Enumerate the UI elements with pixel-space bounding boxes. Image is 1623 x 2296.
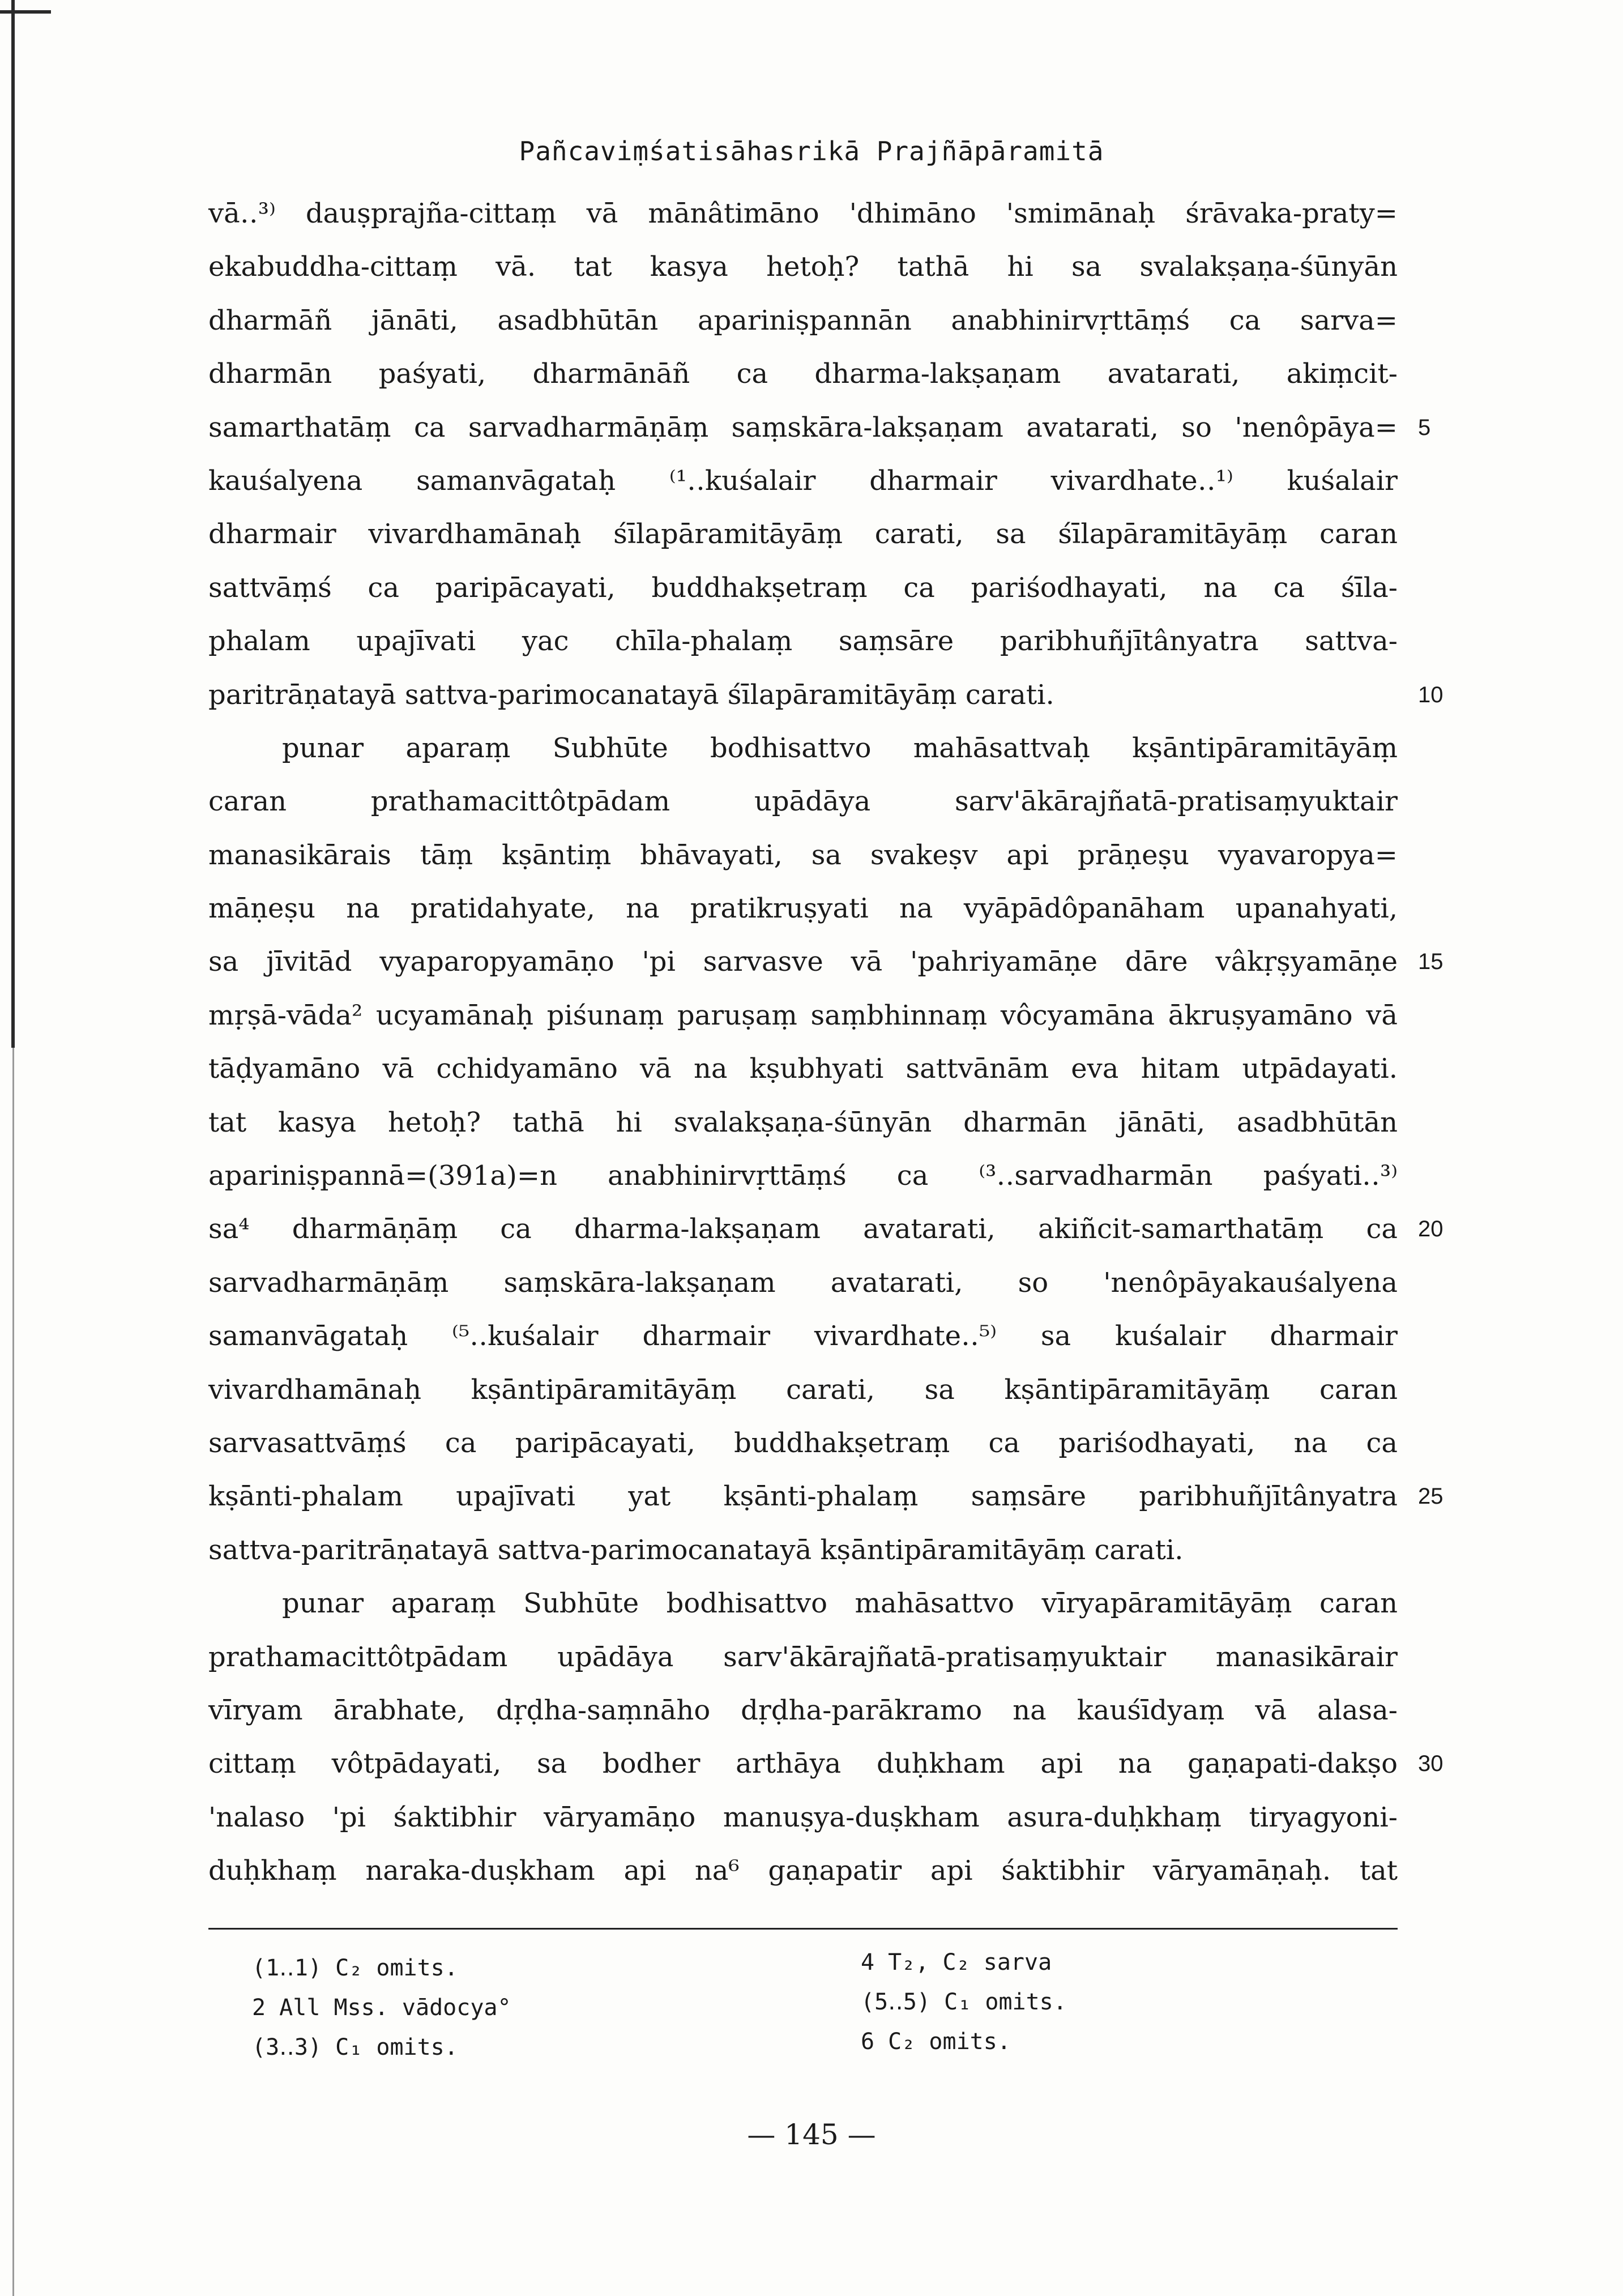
text-line: caran prathamacittôtpādam upādāya sarv'ākārajñatā-pratisaṃyuktair xyxy=(208,786,1398,818)
text-line: dharmāñ jānāti, asadbhūtān apariniṣpannān anabhinirvṛttāṃś ca sarva= xyxy=(208,304,1398,336)
text-line: 'nalaso 'pi śaktibhir vāryamāṇo manuṣya-duṣkham asura-duḥkhaṃ tiryagyoni- xyxy=(208,1801,1398,1833)
text-line: vīryam ārabhate, dṛḍha-saṃnāho dṛḍha-parākramo na kauśīdyaṃ vā alasa- xyxy=(208,1694,1398,1726)
running-head: Pañcaviṃśatisāhasrikā Prajñāpāramitā xyxy=(519,136,1104,167)
footnote-rule xyxy=(208,1928,1398,1930)
text-line: apariniṣpannā=(391a)=n anabhinirvṛttāṃś ca ⁽³‥sarvadharmān paśyati‥³⁾ xyxy=(208,1160,1398,1192)
text-line: duḥkhaṃ naraka-duṣkham api na⁶ gaṇapatir api śaktibhir vāryamāṇaḥ. tat xyxy=(208,1855,1398,1887)
scan-edge-left-lower xyxy=(12,1048,14,2296)
line-number: 20 xyxy=(1418,1217,1443,1242)
line-number: 30 xyxy=(1418,1751,1443,1777)
footnote: (5‥5) C₁ omits. xyxy=(861,1989,1067,2015)
text-line: samanvāgataḥ ⁽⁵‥kuśalair dharmair vivardhate‥⁵⁾ sa kuśalair dharmair xyxy=(208,1320,1398,1352)
text-line: ekabuddha-cittaṃ vā. tat kasya hetoḥ? tathā hi sa svalakṣaṇa-śūnyān xyxy=(208,251,1398,283)
text-line: vivardhamānaḥ kṣāntipāramitāyāṃ carati, sa kṣāntipāramitāyāṃ caran xyxy=(208,1373,1398,1406)
line-number: 5 xyxy=(1418,415,1431,440)
text-line: kauśalyena samanvāgataḥ ⁽¹‥kuśalair dharmair vivardhate‥¹⁾ kuśalair xyxy=(208,464,1398,497)
text-line: vā‥³⁾ dauṣprajña-cittaṃ vā mānâtimāno 'dhimāno 'smimānaḥ śrāvaka-praty= xyxy=(208,198,1398,229)
footnote: 6 C₂ omits. xyxy=(861,2029,1011,2055)
text-line: kṣānti-phalam upajīvati yat kṣānti-phalaṃ saṃsāre paribhuñjītânyatra 25 xyxy=(208,1470,1398,1523)
text-line: sattva-paritrāṇatayā sattva-parimocanatayā kṣāntipāramitāyāṃ carati. xyxy=(208,1534,1184,1566)
text-line: cittaṃ vôtpādayati, sa bodher arthāya duḥkham api na gaṇapati-dakṣo 30 xyxy=(208,1737,1398,1790)
footnote: (1‥1) C₂ omits. xyxy=(252,1955,458,1981)
text-line: sa⁴ dharmāṇāṃ ca dharma-lakṣaṇam avatarati, akiñcit-samarthatāṃ ca 20 xyxy=(208,1202,1398,1256)
text-line: sarvasattvāṃś ca paripācayati, buddhakṣetraṃ ca pariśodhayati, na ca xyxy=(208,1427,1398,1459)
text-line: punar aparaṃ Subhūte bodhisattvo mahāsattvaḥ kṣāntipāramitāyāṃ xyxy=(282,732,1398,764)
text-line: punar aparaṃ Subhūte bodhisattvo mahāsattvo vīryapāramitāyāṃ caran xyxy=(282,1587,1398,1620)
text-line: phalam upajīvati yac chīla-phalaṃ saṃsāre paribhuñjītânyatra sattva- xyxy=(208,625,1398,658)
line-number: 25 xyxy=(1418,1484,1443,1509)
main-text xyxy=(208,187,1443,1898)
footnotes-left xyxy=(252,1948,790,2067)
footnote: 2 All Mss. vādocya° xyxy=(252,1995,511,2021)
line-number: 15 xyxy=(1418,949,1443,975)
text-line: sarvadharmāṇāṃ saṃskāra-lakṣaṇam avatarati, so 'nenôpāyakauśalyena xyxy=(208,1266,1398,1299)
text-line: tāḍyamāno vā cchidyamāno vā na kṣubhyati sattvānām eva hitam utpādayati. xyxy=(208,1053,1398,1085)
page-number: — 145 — xyxy=(747,2118,876,2151)
text-line: samarthatāṃ ca sarvadharmāṇāṃ saṃskāra-lakṣaṇam avatarati, so 'nenôpāya= 5 xyxy=(208,401,1398,454)
text-line: māṇeṣu na pratidahyate, na pratikruṣyati na vyāpādôpanāham upanahyati, xyxy=(208,893,1398,925)
line-number: 10 xyxy=(1418,682,1443,707)
footnote: 4 T₂, C₂ sarva xyxy=(861,1949,1052,1975)
text-line: manasikārais tāṃ kṣāntiṃ bhāvayati, sa svakeṣv api prāṇeṣu vyavaropya= xyxy=(208,839,1398,871)
text-line: mṛṣā-vāda² ucyamānaḥ piśunaṃ paruṣaṃ saṃbhinnaṃ vôcyamāna ākruṣyamāno vā xyxy=(208,999,1398,1031)
scan-edge-top xyxy=(0,10,51,14)
text-line: dharmān paśyati, dharmānāñ ca dharma-lakṣaṇam avatarati, akiṃcit- xyxy=(208,358,1398,390)
text-line: prathamacittôtpādam upādāya sarv'ākārajñatā-pratisaṃyuktair manasikārair xyxy=(208,1641,1398,1673)
text-line: sa jīvitād vyaparopyamāṇo 'pi sarvasve vā 'pahriyamāṇe dāre vâkṛṣyamāṇe 15 xyxy=(208,935,1398,988)
text-line: sattvāṃś ca paripācayati, buddhakṣetraṃ ca pariśodhayati, na ca śīla- xyxy=(208,571,1398,604)
text-line: dharmair vivardhamānaḥ śīlapāramitāyāṃ carati, sa śīlapāramitāyāṃ caran xyxy=(208,518,1398,550)
footnote: (3‥3) C₁ omits. xyxy=(252,2034,458,2060)
text-line: tat kasya hetoḥ? tathā hi svalakṣaṇa-śūnyān dharmān jānāti, asadbhūtān xyxy=(208,1106,1398,1138)
footnotes-right xyxy=(861,1943,1399,2062)
text-line: paritrāṇatayā sattva-parimocanatayā śīlapāramitāyāṃ carati. 10 xyxy=(208,668,1398,722)
